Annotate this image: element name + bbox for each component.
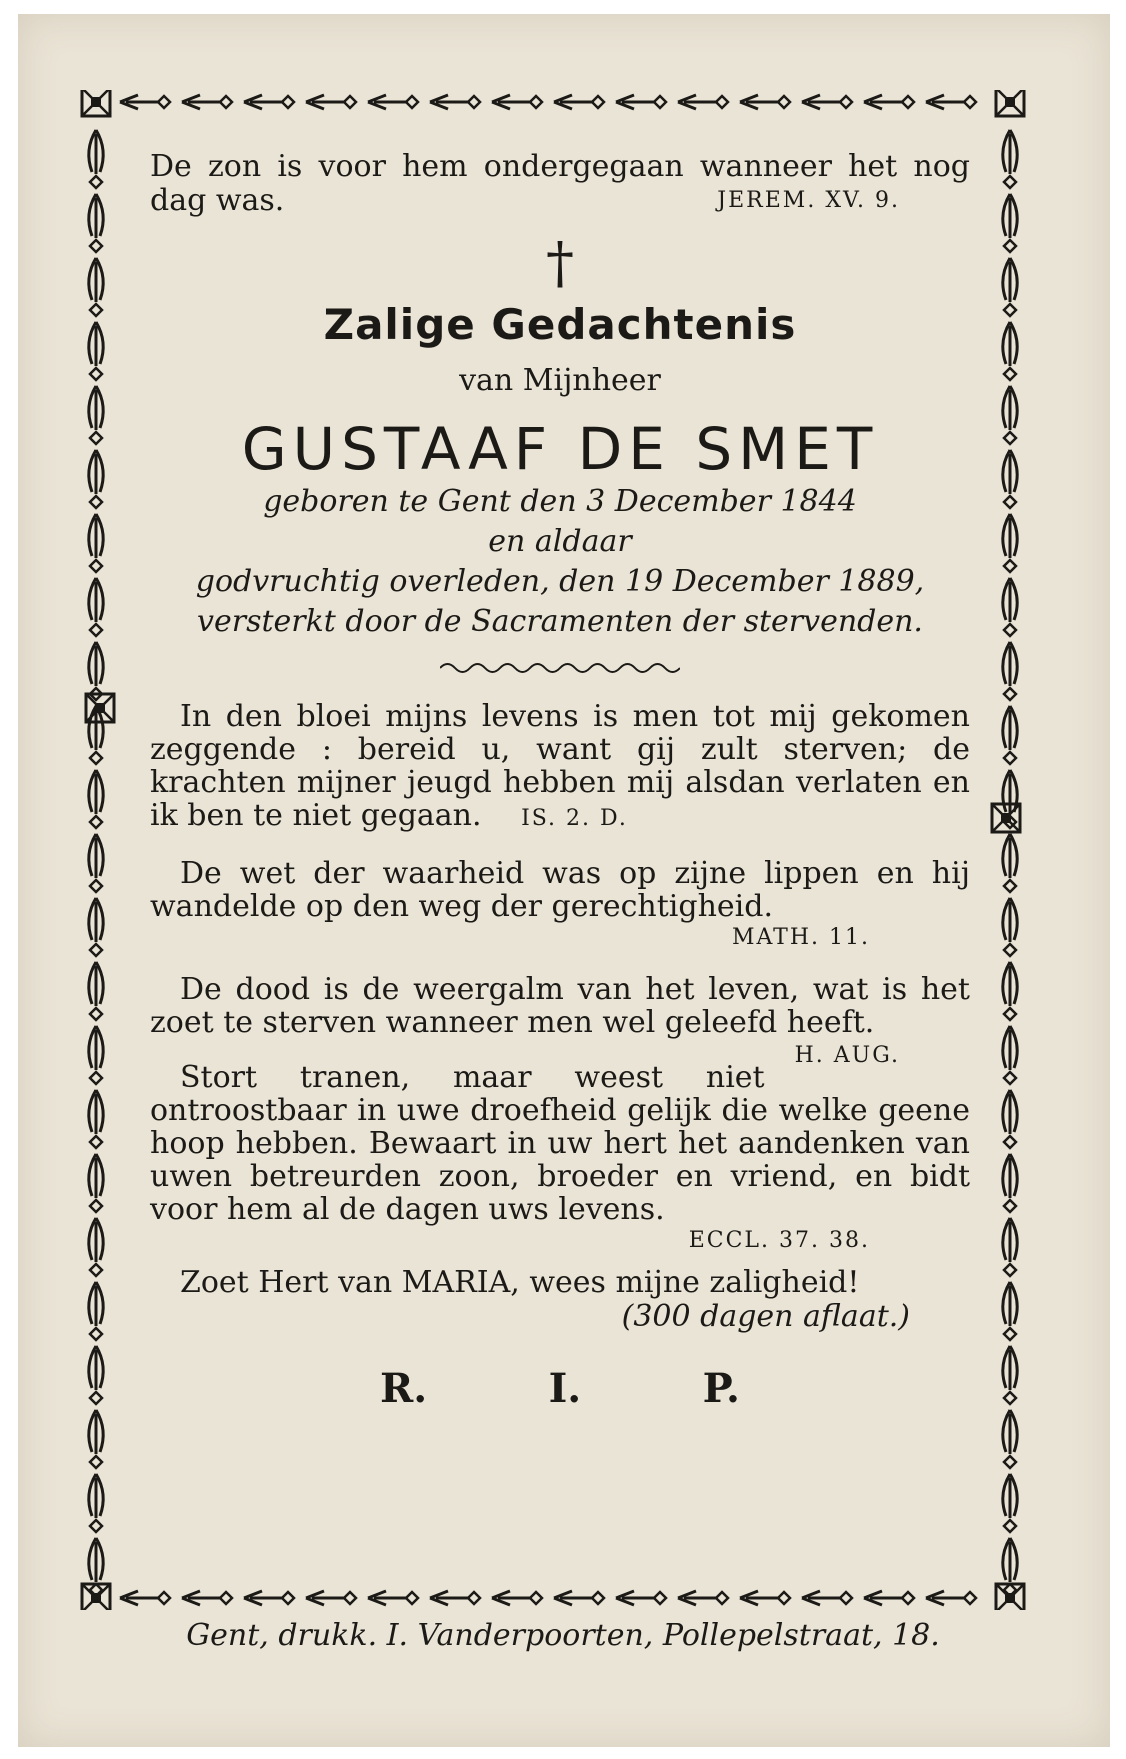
card-content xyxy=(150,149,970,1412)
rip-i: I. xyxy=(548,1365,582,1412)
verse-4-reference: ECCL. 37. 38. xyxy=(688,1228,870,1253)
rip-p: P. xyxy=(702,1365,740,1412)
place-line: en aldaar xyxy=(488,524,632,559)
closing-text: Zoet Hert van MARIA, wees mijne zaligheid! xyxy=(180,1265,860,1300)
printer-imprint: Gent, drukk. I. Vanderpoorten, Pollepelstraat, 18. xyxy=(186,1618,940,1653)
verse-2-text: De wet der waarheid was op zijne lippen en hij wandelde op den weg der gerechtigheid. xyxy=(150,856,970,924)
sacraments-line: versterkt door de Sacramenten der stervenden. xyxy=(197,604,923,639)
rip-r: R. xyxy=(380,1365,428,1412)
verse-4 xyxy=(150,1061,970,1226)
closing-prayer xyxy=(150,1266,970,1300)
birth-line: geboren te Gent den 3 December 1844 xyxy=(263,484,857,519)
card-subtitle: van Mijnheer xyxy=(459,363,661,398)
verse-1-reference: IS. 2. D. xyxy=(521,806,628,831)
death-line: godvruchtig overleden, den 19 December 1889, xyxy=(195,564,925,599)
wave-divider-icon xyxy=(440,660,680,676)
verse-2-reference: MATH. 11. xyxy=(731,925,870,950)
indulgence-text: (300 dagen aflaat.) xyxy=(621,1299,910,1334)
verse-3-text: De dood is de weergalm van het leven, wat is het zoet te sterven wanneer men wel geleefd heeft. xyxy=(150,972,970,1040)
cross-icon: † xyxy=(546,231,574,296)
epigraph xyxy=(150,150,970,218)
verse-3 xyxy=(150,972,970,1068)
card-title: Zalige Gedachtenis xyxy=(323,300,797,349)
verse-4-text: Stort tranen, maar weest niet ontroostbaar in uwe droefheid gelijk die welke geene hoop hebben. Bewaart in uw hert het aandenken van uwen betreurden zoon, broeder en vriend, en bidt voor hem al de dagen uws levens. xyxy=(150,1060,970,1227)
verse-3-reference: H. AUG. xyxy=(794,1043,900,1068)
deceased-name: GUSTAAF DE SMET xyxy=(241,415,879,483)
indulgence-note xyxy=(150,1300,910,1334)
rip-initials xyxy=(380,1365,740,1412)
verse-2 xyxy=(150,857,970,923)
epigraph-text: De zon is voor hem ondergegaan wanneer het nog dag was. xyxy=(150,149,970,218)
verse-1-text: In den bloei mijns levens is men tot mij gekomen zeggende : bereid u, want gij zult sterven; de krachten mijner jeugd hebben mij alsdan verlaten en ik ben te niet gegaan. xyxy=(150,699,970,833)
epigraph-reference: JEREM. XV. 9. xyxy=(717,188,900,213)
verse-1 xyxy=(150,700,970,835)
